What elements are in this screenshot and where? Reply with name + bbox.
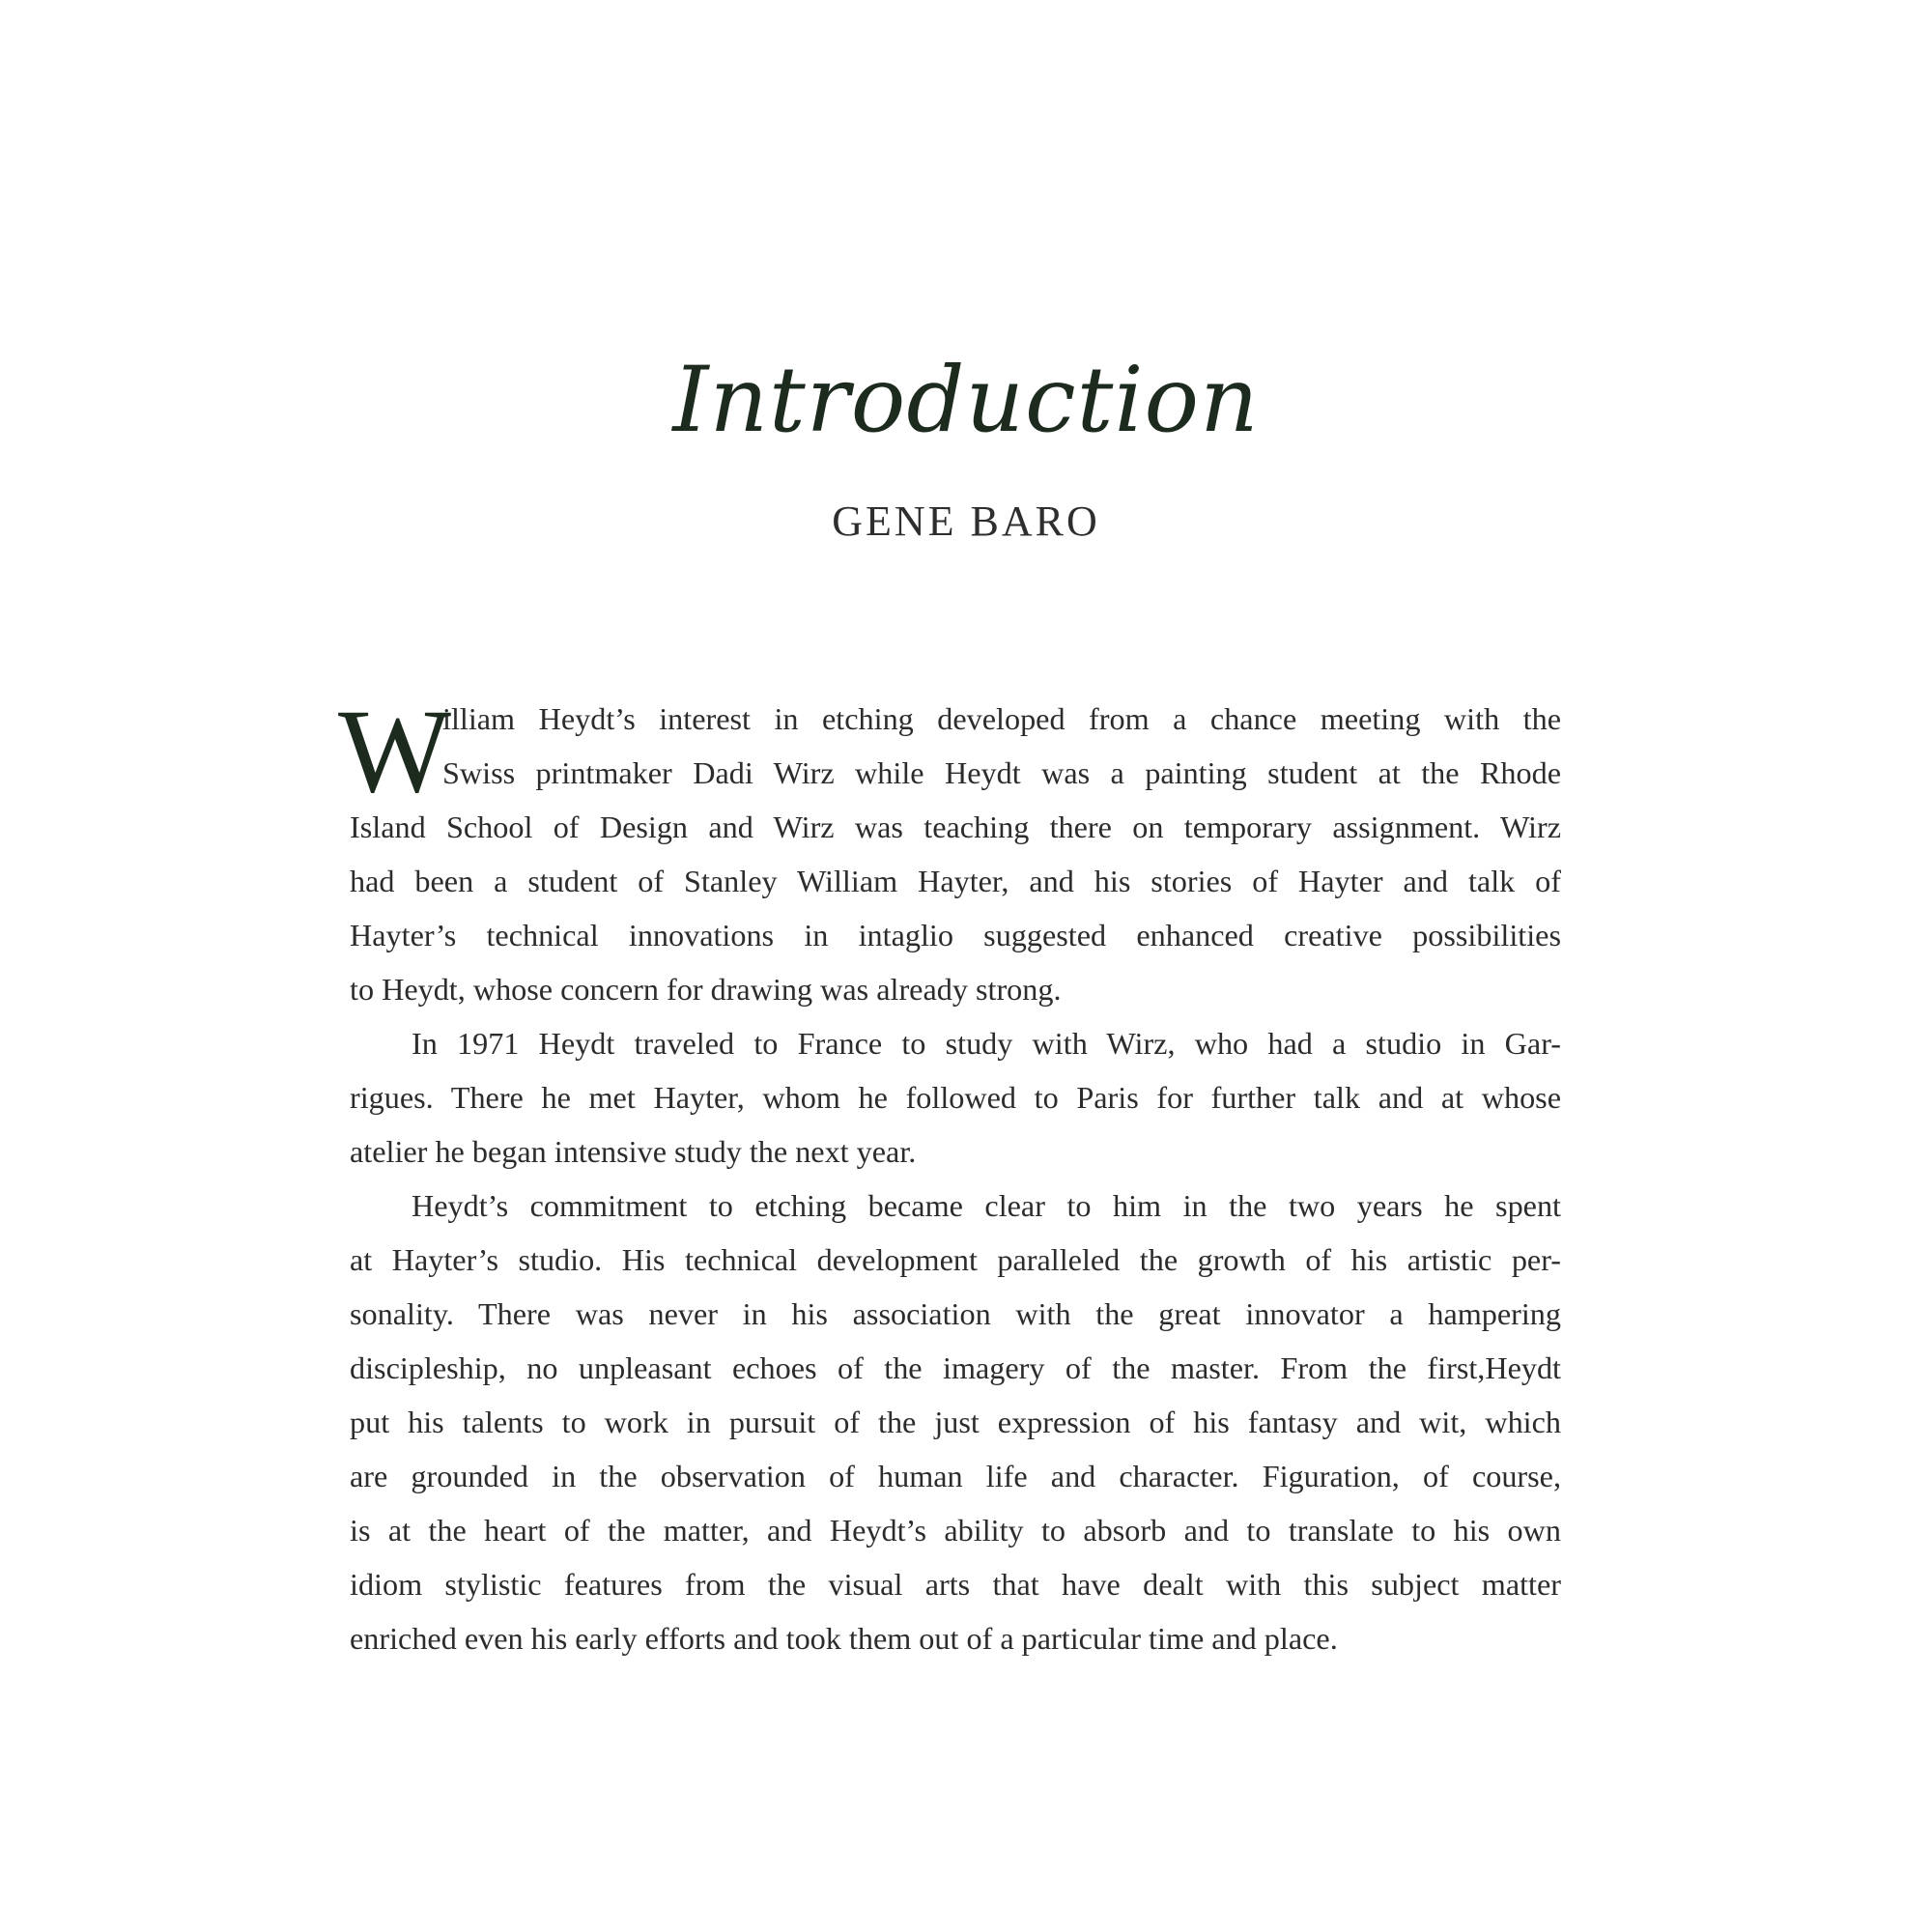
text-line: rigues. There he met Hayter, whom he followed to Paris for further talk and at whose	[350, 1080, 1561, 1115]
text-line: at Hayter’s studio. His technical development paralleled the growth of his artistic per-	[350, 1242, 1561, 1277]
text-line: is at the heart of the matter, and Heydt’s ability to absorb and to translate to his own	[350, 1513, 1561, 1548]
text-line: Heydt’s commitment to etching became clear to him in the two years he spent	[412, 1188, 1561, 1223]
text-line: In 1971 Heydt traveled to France to study with Wirz, who had a studio in Gar-	[412, 1026, 1561, 1061]
text-line: atelier he began intensive study the next year.	[350, 1134, 917, 1169]
page-title: Introduction	[672, 348, 1260, 453]
text-line: are grounded in the observation of human life and character. Figuration, of course,	[350, 1459, 1561, 1493]
author-name: GENE BARO	[832, 497, 1100, 545]
paragraph-3	[350, 1179, 1561, 1665]
text-line: sonality. There was never in his association with the great innovator a hampering	[350, 1296, 1561, 1331]
text-line: illiam Heydt’s interest in etching developed from a chance meeting with the	[442, 701, 1561, 736]
text-line: had been a student of Stanley William Hayter, and his stories of Hayter and talk of	[350, 864, 1561, 898]
body-text	[350, 692, 1561, 1665]
drop-cap: W	[338, 685, 452, 817]
text-line: Hayter’s technical innovations in intaglio suggested enhanced creative possibilities	[350, 918, 1561, 952]
text-line: Swiss printmaker Dadi Wirz while Heydt was a painting student at the Rhode	[442, 755, 1561, 790]
paragraph-2	[350, 1016, 1561, 1179]
text-line: idiom stylistic features from the visual arts that have dealt with this subject matter	[350, 1567, 1561, 1602]
text-line: Island School of Design and Wirz was teaching there on temporary assignment. Wirz	[350, 810, 1561, 844]
text-line: enriched even his early efforts and took them out of a particular time and place.	[350, 1621, 1338, 1656]
text-line: put his talents to work in pursuit of the just expression of his fantasy and wit, which	[350, 1405, 1561, 1439]
text-line: discipleship, no unpleasant echoes of the imagery of the master. From the first,Heydt	[350, 1350, 1561, 1385]
text-line: to Heydt, whose concern for drawing was already strong.	[350, 972, 1062, 1007]
paragraph-1	[350, 692, 1561, 1016]
